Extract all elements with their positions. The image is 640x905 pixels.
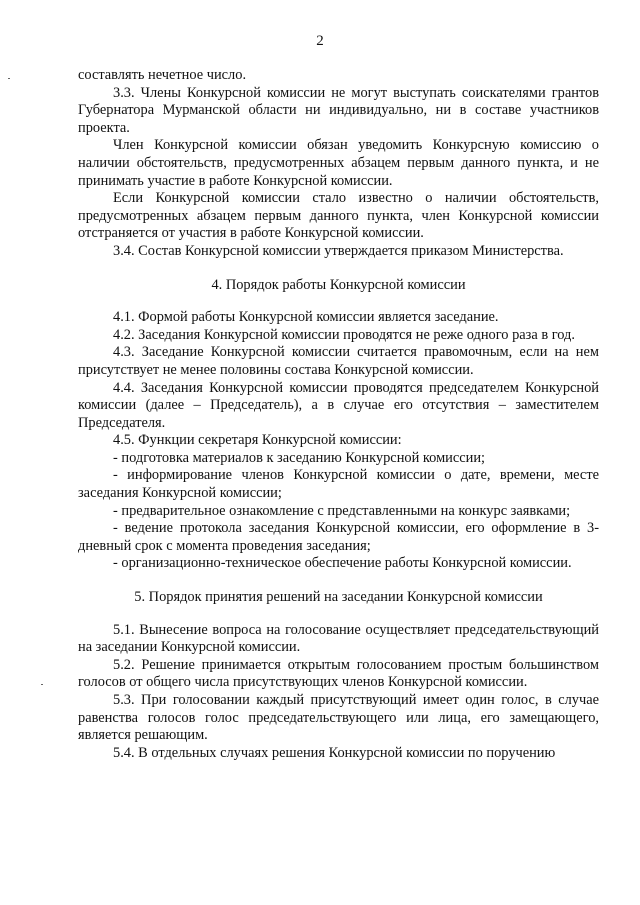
- paragraph: - информирование членов Конкурсной комиссии о дате, времени, месте заседания Конкурсной комиссии;: [78, 467, 599, 502]
- document-body: [78, 67, 599, 762]
- paragraph: - подготовка материалов к заседанию Конкурсной комиссии;: [113, 449, 486, 466]
- section-heading: 5. Порядок принятия решений на заседании Конкурсной комиссии: [134, 589, 543, 606]
- paragraph: - предварительное ознакомление с представленными на конкурс заявками;: [113, 502, 571, 519]
- paragraph: 3.3. Члены Конкурсной комиссии не могут выступать соискателями грантов Губернатора Мурманской области ни индивидуально, ни в составе участников проекта.: [78, 84, 599, 136]
- paragraph: 5.4. В отдельных случаях решения Конкурсной комиссии по поручению: [113, 744, 556, 761]
- paragraph: 5.2. Решение принимается открытым голосованием простым большинством голосов от общего числа присутствующих членов Конкурсной комиссии.: [78, 656, 599, 691]
- paragraph: - ведение протокола заседания Конкурсной комиссии, его оформление в 3-дневный срок с момента проведения заседания;: [78, 520, 599, 554]
- paragraph: 4.5. Функции секретаря Конкурсной комиссии:: [113, 432, 402, 449]
- paragraph: Член Конкурсной комиссии обязан уведомить Конкурсную комиссию о наличии обстоятельств, предусмотренных абзацем первым данного пункта, и не принимать участие в работе Конкурсной комиссии.: [78, 137, 599, 189]
- scan-artifact: [8, 78, 10, 79]
- paragraph: 4.1. Формой работы Конкурсной комиссии является заседание.: [113, 309, 499, 326]
- paragraph: 3.4. Состав Конкурсной комиссии утверждается приказом Министерства.: [113, 242, 564, 259]
- section-heading: 4. Порядок работы Конкурсной комиссии: [211, 276, 466, 293]
- paragraph: 4.2. Заседания Конкурсной комиссии проводятся не реже одного раза в год.: [113, 326, 575, 343]
- paragraph: 5.3. При голосовании каждый присутствующий имеет один голос, в случае равенства голосов голос председательствующего или лица, его замещающего, является решающим.: [78, 692, 599, 744]
- paragraph: - организационно-техническое обеспечение работы Конкурсной комиссии.: [113, 555, 572, 572]
- paragraph: составлять нечетное число.: [78, 67, 247, 83]
- paragraph: 4.3. Заседание Конкурсной комиссии считается правомочным, если на нем присутствует не менее половины состава Конкурсной комиссии.: [78, 344, 599, 378]
- paragraph: 5.1. Вынесение вопроса на голосование осуществляет председательствующий на заседании Конкурсной комиссии.: [78, 621, 599, 656]
- page-number: 2: [316, 33, 324, 49]
- paragraph: Если Конкурсной комиссии стало известно о наличии обстоятельств, предусмотренных абзацем первым данного пункта, член Конкурсной комиссии отстраняется от участия в работе Конкурсной комиссии.: [78, 190, 599, 242]
- scan-artifact: [41, 684, 43, 685]
- paragraph: 4.4. Заседания Конкурсной комиссии проводятся председателем Конкурсной комиссии (далее – Председатель), а в случае его отсутствия – заместителем Председателя.: [78, 379, 599, 431]
